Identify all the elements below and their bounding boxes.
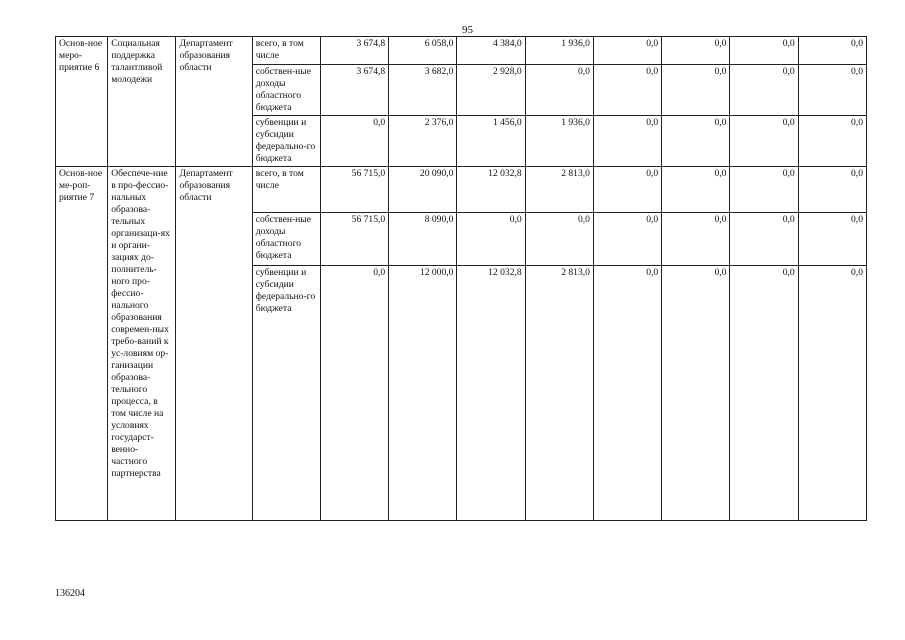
amount-cell: 56 715,0	[320, 167, 388, 213]
amount-cell: 0,0	[662, 116, 730, 167]
table-row	[56, 37, 867, 65]
amount-cell: 0,0	[730, 213, 798, 266]
measure-cell: Основ-ное меро-приятие 6	[56, 37, 108, 167]
amount-cell: 4 384,0	[457, 37, 525, 65]
amount-cell: 0,0	[730, 266, 798, 521]
funding-source-cell: собствен-ные доходы областного бюджета	[252, 65, 320, 116]
amount-cell: 0,0	[662, 37, 730, 65]
amount-cell: 0,0	[798, 266, 866, 521]
budget-table	[55, 36, 867, 521]
amount-cell: 0,0	[662, 213, 730, 266]
amount-cell: 3 682,0	[389, 65, 457, 116]
amount-cell: 8 090,0	[389, 213, 457, 266]
funding-source-cell: всего, в том числе	[252, 37, 320, 65]
document-code: 136204	[55, 588, 85, 599]
funding-source-cell: собствен-ные доходы областного бюджета	[252, 213, 320, 266]
executor-cell: Департамент образования области	[176, 167, 252, 521]
amount-cell: 0,0	[320, 266, 388, 521]
description-cell: Социальная поддержка талантливой молодежи	[108, 37, 176, 167]
amount-cell: 12 032,8	[457, 266, 525, 521]
amount-cell: 0,0	[593, 37, 661, 65]
amount-cell: 12 000,0	[389, 266, 457, 521]
amount-cell: 0,0	[593, 167, 661, 213]
amount-cell: 0,0	[593, 213, 661, 266]
amount-cell: 0,0	[798, 213, 866, 266]
amount-cell: 3 674,8	[320, 65, 388, 116]
executor-cell: Департамент образования области	[176, 37, 252, 167]
funding-source-cell: всего, в том числе	[252, 167, 320, 213]
amount-cell: 6 058,0	[389, 37, 457, 65]
description-cell: Обеспече-ние в про-фессио-нальных образова-тельных организаци-ях и органи-зациях до-полнитель-ного про-фессио-нального образования современ-ных требо-ваний к ус-ловиям ор-ганизации образова-тельного процесса, в том числе на условиях государст-венно-частного партнерства	[108, 167, 176, 521]
amount-cell: 1 456,0	[457, 116, 525, 167]
amount-cell: 0,0	[593, 266, 661, 521]
amount-cell: 0,0	[798, 167, 866, 213]
amount-cell: 56 715,0	[320, 213, 388, 266]
amount-cell: 20 090,0	[389, 167, 457, 213]
amount-cell: 12 032,8	[457, 167, 525, 213]
page-number: 95	[462, 24, 473, 36]
amount-cell: 0,0	[662, 167, 730, 213]
amount-cell: 2 928,0	[457, 65, 525, 116]
amount-cell: 0,0	[798, 37, 866, 65]
amount-cell: 0,0	[457, 213, 525, 266]
measure-cell: Основ-ное ме-роп-риятие 7	[56, 167, 108, 521]
amount-cell: 0,0	[593, 65, 661, 116]
amount-cell: 0,0	[798, 116, 866, 167]
amount-cell: 2 813,0	[525, 167, 593, 213]
amount-cell: 0,0	[662, 65, 730, 116]
funding-source-cell: субвенции и субсидии федерально-го бюджета	[252, 116, 320, 167]
amount-cell: 0,0	[730, 116, 798, 167]
amount-cell: 3 674,8	[320, 37, 388, 65]
amount-cell: 0,0	[320, 116, 388, 167]
amount-cell: 1 936,0	[525, 37, 593, 65]
amount-cell: 0,0	[593, 116, 661, 167]
amount-cell: 0,0	[525, 213, 593, 266]
amount-cell: 0,0	[730, 37, 798, 65]
amount-cell: 2 376,0	[389, 116, 457, 167]
funding-source-cell: субвенции и субсидии федерально-го бюджета	[252, 266, 320, 521]
amount-cell: 0,0	[662, 266, 730, 521]
table-row	[56, 167, 867, 213]
amount-cell: 2 813,0	[525, 266, 593, 521]
amount-cell: 0,0	[798, 65, 866, 116]
amount-cell: 0,0	[730, 167, 798, 213]
amount-cell: 0,0	[730, 65, 798, 116]
amount-cell: 1 936,0	[525, 116, 593, 167]
amount-cell: 0,0	[525, 65, 593, 116]
